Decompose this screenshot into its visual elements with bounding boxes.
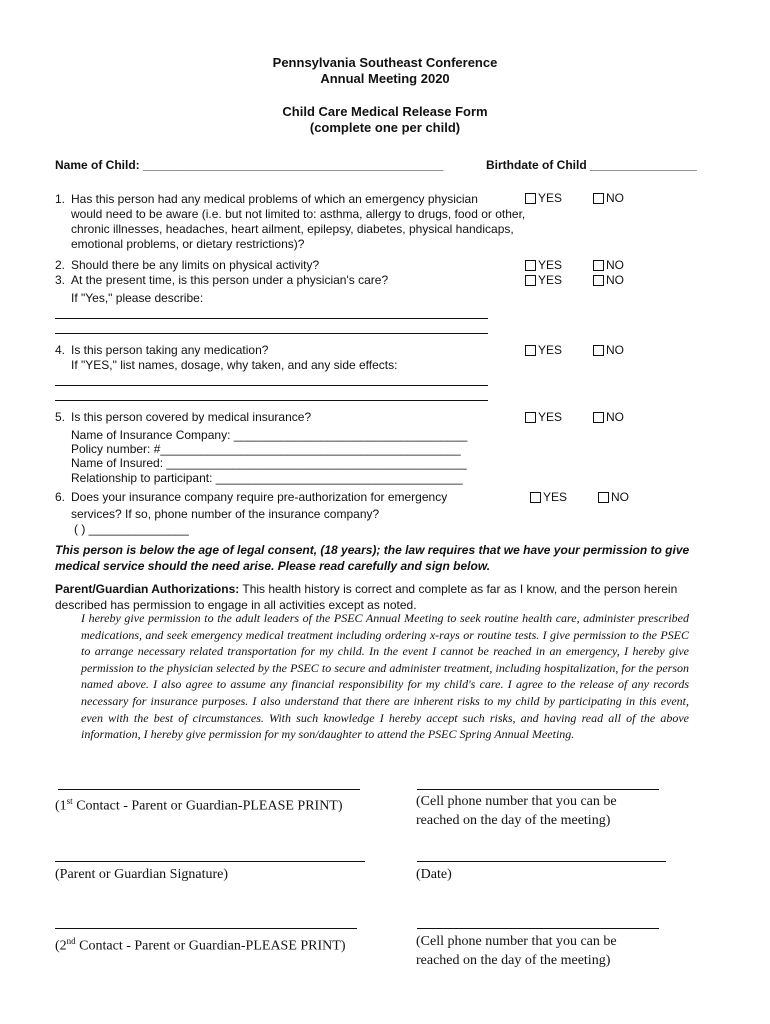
q4-number: 4. [55,343,66,357]
cell1-caption: (Cell phone number that you can be reached on the day of the meeting) [416,794,617,828]
q3-number: 3. [55,273,66,287]
policy-number-field[interactable]: Policy number: #_____________________________________________ [71,442,461,456]
q2-yes-label: YES [538,258,563,272]
checkbox-icon[interactable] [593,345,604,356]
child-name-blank[interactable]: _____________________________________________ [143,158,444,172]
checkbox-icon[interactable] [593,412,604,423]
contact1-caption-pre: (1 [55,798,67,814]
q1-no-label: NO [606,191,624,205]
q5-yes-option[interactable] [525,410,562,424]
checkbox-icon[interactable] [598,492,609,503]
q5-no-option[interactable] [593,410,624,424]
q4-yes-label: YES [538,343,563,357]
checkbox-icon[interactable] [525,193,536,204]
date-line[interactable] [417,861,666,862]
form-subtitle: (complete one per child) [309,120,461,135]
q2-no-label: NO [606,258,624,272]
q6-yes-label: YES [543,490,568,504]
q1-line-1: Has this person had any medical problems of which an emergency physician [71,192,478,206]
q3-no-option[interactable] [593,273,624,287]
checkbox-icon[interactable] [593,193,604,204]
relationship-field[interactable]: Relationship to participant: _____________________________________ [71,471,463,485]
contact1-caption [55,792,395,816]
contact2-caption-sup: nd [66,936,76,946]
contact1-caption-post: Contact - Parent or Guardian-PLEASE PRINT) [72,798,343,814]
checkbox-icon[interactable] [525,260,536,271]
authorization-label: Parent/Guardian Authorizations: [55,582,240,596]
contact1-line[interactable] [58,789,360,790]
q6-text: Does your insurance company require pre-authorization for emergency [71,490,448,504]
q3-no-label: NO [606,273,624,287]
cell2-line[interactable] [417,928,659,929]
q2-no-option[interactable] [593,258,624,272]
contact2-caption [55,932,395,956]
date-caption: (Date) [416,867,452,882]
q4-follow-up: If "YES," list names, dosage, why taken, and any side effects: [71,358,398,372]
q1-yes-option[interactable] [525,191,562,205]
q3-follow-up: If "Yes," please describe: [71,291,204,305]
q3-answer-line-2[interactable] [55,333,488,334]
birthdate-field[interactable] [486,158,697,173]
authorization-intro [55,582,720,613]
authorization-statement: I hereby give permission to the adult leaders of the PSEC Annual Meeting to seek routine health care, administer prescribed medications, and seek emergency medical treatment including ordering x-rays or routine tests. I give permission to the PSEC to arrange necessary related transportation for my child. In the event I cannot be reached in an emergency, I hereby give permission to the physician selected by the PSEC to secure and administer treatment, including hospitalization, for the person named above. I also agree to assume any financial responsibility for my child's care. I agree to the release of any records necessary for insurance purposes. I also understand that there are inherent risks to my child by participating in this event, even with the best of circumstances. With such knowledge I hereby accept such risks, and having read all of the above information, I hereby give permission for my son/daughter to attend the PSEC Spring Annual Meeting. [81,611,689,742]
q1-yes-label: YES [538,191,563,205]
q6-phone-field[interactable]: ( ) _______________ [74,522,189,536]
child-name-field[interactable] [55,158,443,173]
insured-name-field[interactable]: Name of Insured: _____________________________________________ [71,456,467,470]
q1-line-3: chronic illnesses, headaches, heart ailment, epilepsy, diabetes, physical handicaps, [71,222,514,236]
cell2-caption: (Cell phone number that you can be reached on the day of the meeting) [416,934,617,968]
consent-notice: This person is below the age of legal consent, (18 years); the law requires that we have your permission to give medical service should the need arise. Please read carefully and sign below. [55,543,690,573]
q1-number: 1. [55,192,66,206]
q1-line-4: emotional problems, or dietary restrictions)? [71,237,305,251]
q2-yes-option[interactable] [525,258,562,272]
authorization-text: This health history is correct and complete as far as I know, and the person herein described has permission to engage in all activities except as noted. [55,582,678,612]
q6-text-2: services? If so, phone number of the insurance company? [71,507,380,521]
q4-no-option[interactable] [593,343,624,357]
insurance-company-field[interactable]: Name of Insurance Company: ___________________________________ [71,428,468,442]
q4-answer-line-1[interactable] [55,385,488,386]
contact1-caption-sup: st [66,796,73,806]
cell1-line[interactable] [417,789,659,790]
q6-no-label: NO [611,490,629,504]
q2-number: 2. [55,258,66,272]
q1-line-2: would need to be aware (i.e. but not limited to: asthma, allergy to drugs, food or other, [71,207,526,221]
q6-no-option[interactable] [598,490,629,504]
meeting-name: Annual Meeting 2020 [320,71,450,86]
signature-line[interactable] [55,861,365,862]
q4-answer-line-2[interactable] [55,400,488,401]
signature-caption: (Parent or Guardian Signature) [55,867,228,882]
q4-text: Is this person taking any medication? [71,343,269,357]
q4-no-label: NO [606,343,624,357]
q5-number: 5. [55,410,66,424]
birthdate-blank[interactable]: ________________ [590,158,697,172]
checkbox-icon[interactable] [525,275,536,286]
q3-yes-option[interactable] [525,273,562,287]
q5-yes-label: YES [538,410,563,424]
q6-number: 6. [55,490,66,504]
checkbox-icon[interactable] [525,345,536,356]
checkbox-icon[interactable] [593,275,604,286]
form-title: Child Care Medical Release Form [282,104,488,119]
checkbox-icon[interactable] [525,412,536,423]
q6-yes-option[interactable] [530,490,567,504]
contact2-line[interactable] [55,928,357,929]
q3-text: At the present time, is this person under a physician's care? [71,273,389,287]
checkbox-icon[interactable] [593,260,604,271]
q5-text: Is this person covered by medical insurance? [71,410,312,424]
q5-no-label: NO [606,410,624,424]
birthdate-label: Birthdate of Child [486,158,587,172]
contact2-caption-post: Contact - Parent or Guardian-PLEASE PRINT) [75,938,346,954]
q4-yes-option[interactable] [525,343,562,357]
q1-no-option[interactable] [593,191,624,205]
child-name-label: Name of Child: [55,158,140,172]
q2-text: Should there be any limits on physical activity? [71,258,320,272]
contact2-caption-pre: (2 [55,938,67,954]
q3-yes-label: YES [538,273,563,287]
q3-answer-line-1[interactable] [55,318,488,319]
checkbox-icon[interactable] [530,492,541,503]
org-name: Pennsylvania Southeast Conference [272,55,498,70]
